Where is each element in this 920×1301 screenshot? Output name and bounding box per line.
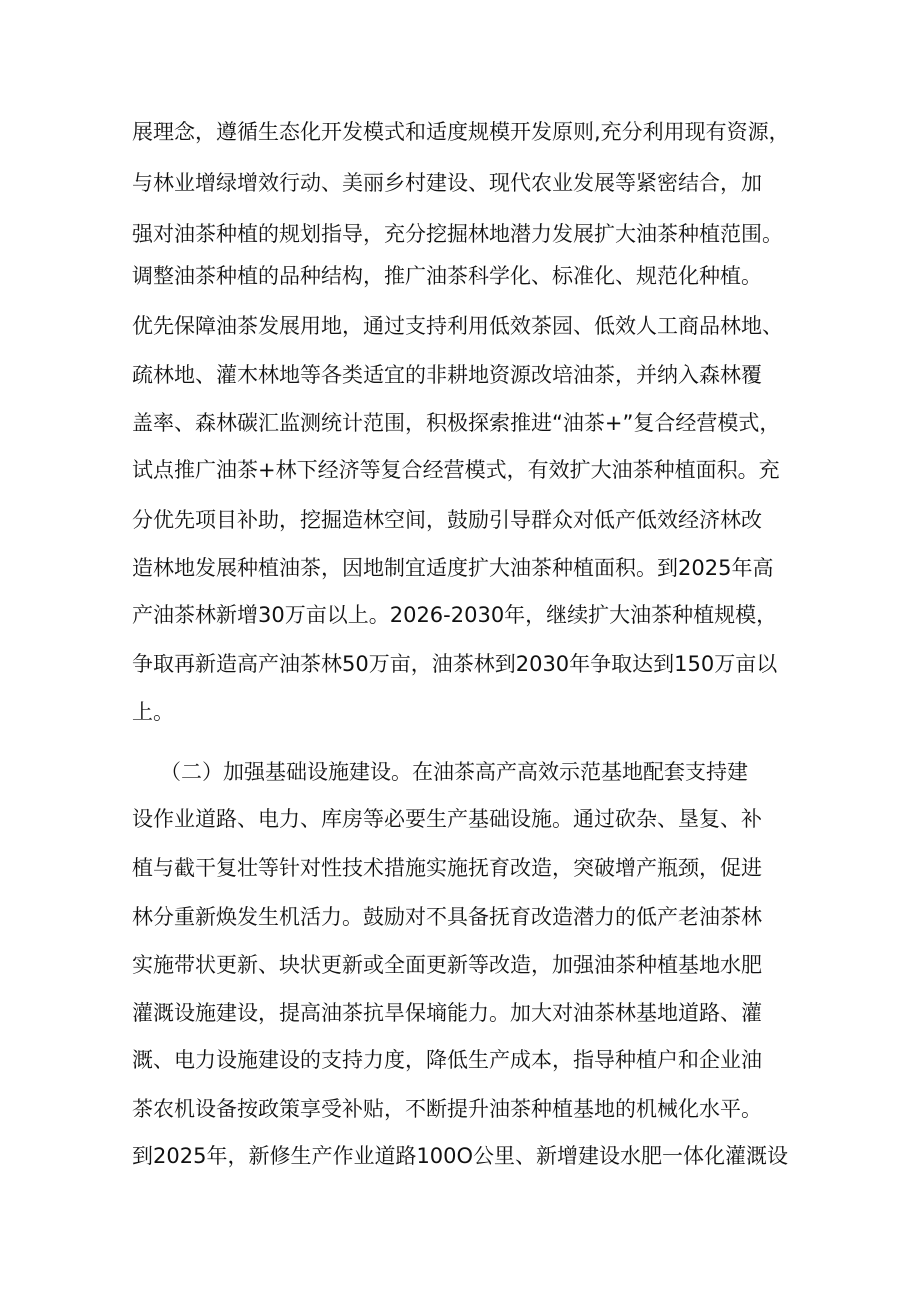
text-line: 试点推广油茶+林下经济等复合经营模式，有效扩大油茶种植面积。充 — [132, 458, 780, 482]
text-line: 灌溉设施建设，提高油茶抗旱保墒能力。加大对油茶林基地道路、灌 — [132, 1001, 762, 1025]
text-line: 林分重新焕发生机活力。鼓励对不具备抚育改造潜力的低产老油茶林 — [132, 905, 762, 929]
text-line: 与林业增绿增效行动、美丽乡村建设、现代农业发展等紧密结合，加 — [132, 171, 762, 195]
text-line: 分优先项目补助，挖掘造林空间，鼓励引导群众对低产低效经济林改 — [132, 508, 762, 532]
text-line: 溉、电力设施建设的支持力度，降低生产成本，指导种植户和企业油 — [132, 1048, 762, 1072]
text-line: 优先保障油茶发展用地，通过支持利用低效茶园、低效人工商品林地、 — [132, 314, 783, 338]
text-line: 实施带状更新、块状更新或全面更新等改造，加强油茶种植基地水肥 — [132, 953, 762, 977]
text-line: 造林地发展种植油茶，因地制宜适度扩大油茶种植面积。到2025年高 — [132, 556, 774, 580]
text-line: 争取再新造高产油茶林50万亩，油茶林到2030年争取达到150万亩以 — [132, 652, 778, 676]
text-line: 调整油茶种植的品种结构，推广油茶科学化、标准化、规范化种植。 — [132, 264, 762, 288]
text-line: 到2025年，新修生产作业道路100O公里、新增建设水肥一体化灌溉设 — [132, 1144, 789, 1168]
text-line: 植与截干复壮等针对性技术措施实施抚育改造，突破增产瓶颈，促进 — [132, 856, 762, 880]
text-line: 强对油茶种植的规划指导，充分挖掘林地潜力发展扩大油茶种植范围。 — [132, 222, 783, 246]
text-line: 展理念，遵循生态化开发模式和适度规模开发原则,充分利用现有资源， — [132, 120, 790, 144]
text-line: 产油茶林新增30万亩以上。2026-2030年，继续扩大油茶种植规模， — [132, 603, 778, 627]
text-line: 盖率、森林碳汇监测统计范围，积极探索推进“油茶+”复合经营模式， — [132, 411, 781, 435]
text-line: 设作业道路、电力、库房等必要生产基础设施。通过砍杂、垦复、补 — [132, 807, 762, 831]
text-line: 茶农机设备按政策享受补贴，不断提升油茶种植基地的机械化水平。 — [132, 1097, 762, 1121]
text-line-indented: （二）加强基础设施建设。在油茶高产高效示范基地配套支持建 — [160, 760, 748, 784]
text-line: 疏林地、灌木林地等各类适宜的非耕地资源改培油茶，并纳入森林覆 — [132, 363, 762, 387]
text-line: 上。 — [132, 700, 174, 724]
